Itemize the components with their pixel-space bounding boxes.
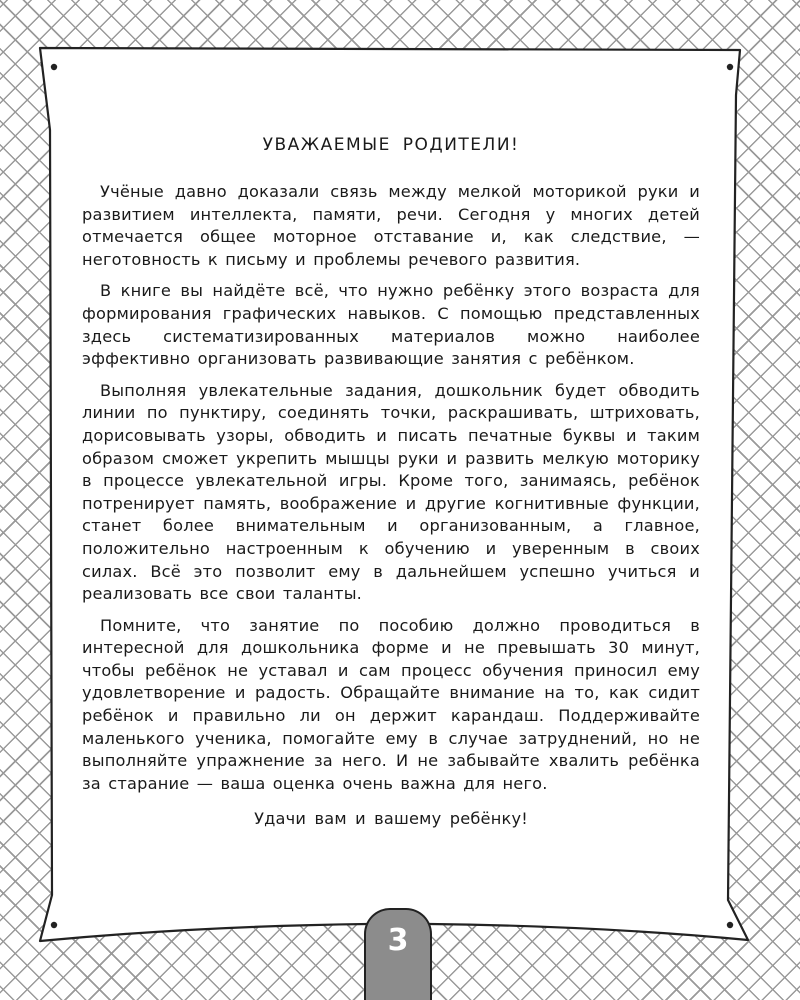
page-number: 3 [387,923,409,958]
paragraph-3: Выполняя увлекательные задания, дошкольник будет обводить линии по пунктиру, соединять точки, раскрашивать, штриховать, дорисовывать узоры, обводить и писать печатные буквы и таким образом сможет укрепить мышцы руки и развить мелкую моторику в процессе увлекательной игры. Кроме того, занимаясь, ребёнок потренирует память, воображение и другие когнитивные функции, станет более внимательным и организованным, а главное, положительно настроенным к обучению и уверенным в своих силах. Всё это позволит ему в дальнейшем успешно учиться и реализовать все свои таланты. [82,380,700,604]
page-number-tab [364,908,432,1000]
pin-dot-bottom-left [51,922,57,928]
paragraph-1: Учёные давно доказали связь между мелкой моторикой руки и развитием интеллекта, памяти, речи. Сегодня у многих детей отмечается общее моторное отставание и, как следствие, — неготовность к письму и проблемы речевого развития. [82,182,700,269]
paragraph-4: Помните, что занятие по пособию должно проводиться в интересной для дошкольника форме и не превышать 30 минут, чтобы ребёнок не уставал и сам процесс обучения приносил ему удовлетворение и радость. Обращайте внимание на то, как сидит ребёнок и правильно ли он держит карандаш. Поддерживайте маленького ученика, помогайте ему в случае затруднений, но не выполняйте упражнение за него. И не забывайте хвалить ребёнка за старание — ваша оценка очень важна для него. [82,615,700,793]
pin-dot-top-left [51,64,57,70]
paragraph-2: В книге вы найдёте всё, что нужно ребёнку этого возраста для формирования графических навыков. С помощью представленных здесь систематизированных материалов можно наиболее эффективно организовать развивающие занятия с ребёнком. [82,281,700,369]
page-content [82,135,700,828]
page-title: УВАЖАЕМЫЕ РОДИТЕЛИ! [262,135,520,155]
pin-dot-bottom-right [727,922,733,928]
closing-line: Удачи вам и вашему ребёнку! [254,809,528,829]
pin-dot-top-right [727,64,733,70]
